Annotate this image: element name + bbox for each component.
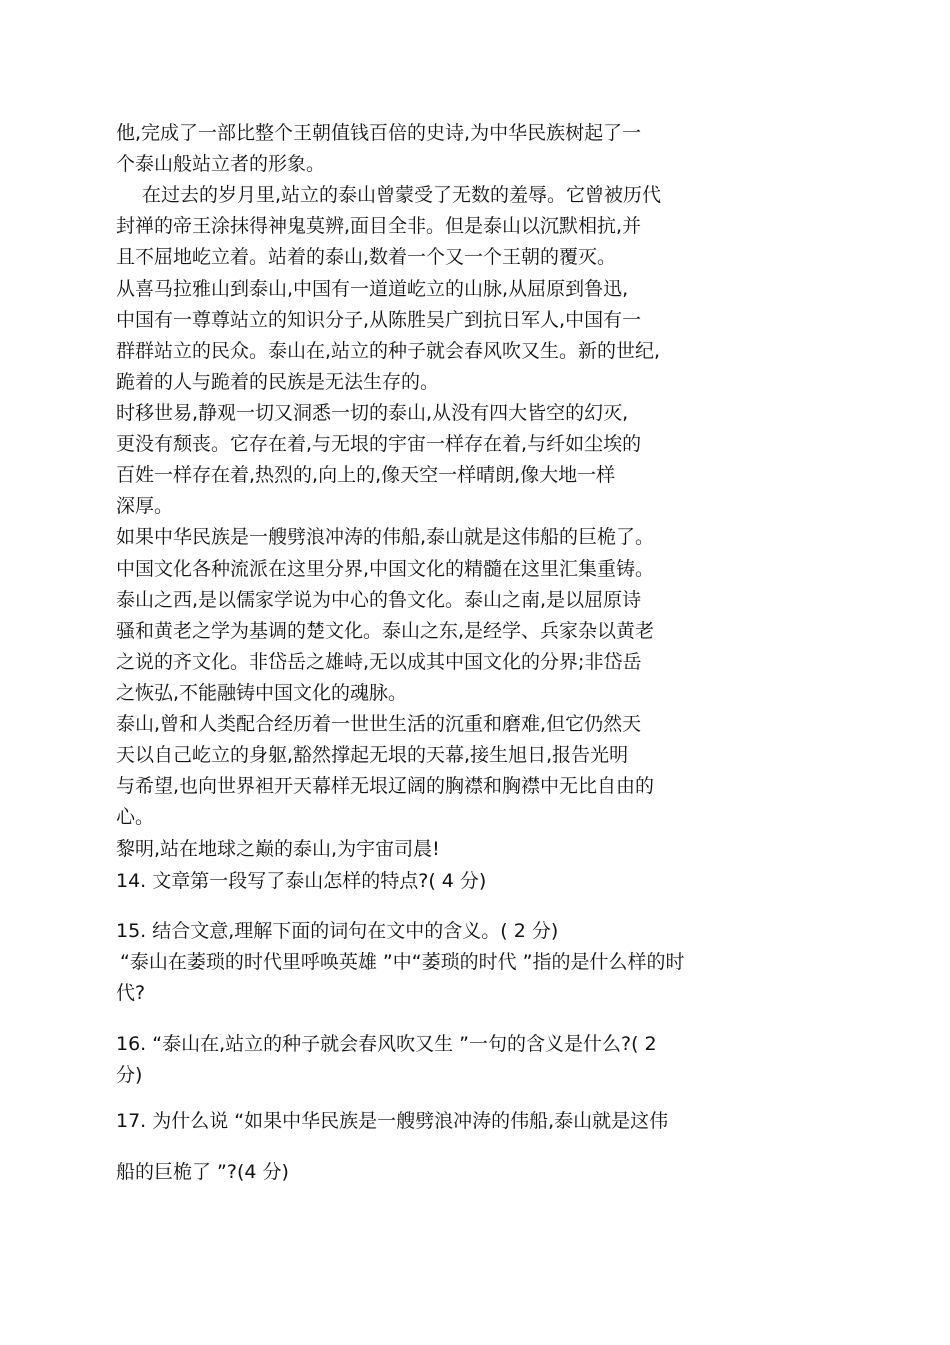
passage-line: 泰山,曾和人类配合经历着一世世生活的沉重和磨难,但它仍然天 xyxy=(116,713,642,735)
question-17-continued: 船的巨桅了 ”?(4 分) xyxy=(116,1161,289,1183)
question-15: 15. 结合文意,理解下面的词句在文中的含义。( 2 分) xyxy=(116,920,559,942)
question-14: 14. 文章第一段写了泰山怎样的特点?( 4 分) xyxy=(116,870,487,892)
passage-line: 封禅的帝王涂抹得神鬼莫辨,面目全非。但是泰山以沉默相抗,并 xyxy=(116,215,642,237)
passage-line: 百姓一样存在着,热烈的,向上的,像天空一样晴朗,像大地一样 xyxy=(116,464,616,486)
question-16-continued: 分) xyxy=(116,1064,143,1086)
passage-line: 跪着的人与跪着的民族是无法生存的。 xyxy=(116,371,440,393)
passage-line: 在过去的岁月里,站立的泰山曾蒙受了无数的羞辱。它曾被历代 xyxy=(142,184,662,206)
passage-line: 天以自己屹立的身躯,豁然撑起无垠的天幕,接生旭日,报告光明 xyxy=(116,744,629,766)
passage-line: 他,完成了一部比整个王朝值钱百倍的史诗,为中华民族树起了一 xyxy=(116,122,642,144)
passage-line: 个泰山般站立者的形象。 xyxy=(116,153,326,175)
passage-line: 从喜马拉雅山到泰山,中国有一道道屹立的山脉,从屈原到鲁迅, xyxy=(116,278,629,300)
passage-line: 深厚。 xyxy=(116,495,174,517)
passage-line: 之恢弘,不能融铸中国文化的魂脉。 xyxy=(116,682,408,704)
passage-line: 泰山之西,是以儒家学说为中心的鲁文化。泰山之南,是以屈原诗 xyxy=(116,589,642,611)
question-15-continued: 代? xyxy=(116,982,146,1004)
passage-line: 中国文化各种流派在这里分界,中国文化的精髓在这里汇集重铸。 xyxy=(116,558,655,580)
passage-line: 中国有一尊尊站立的知识分子,从陈胜吴广到抗日军人,中国有一 xyxy=(116,309,642,331)
question-17: 17. 为什么说 “如果中华民族是一艘劈浪冲涛的伟船,泰山就是这伟 xyxy=(116,1110,669,1132)
question-16: 16. “泰山在,站立的种子就会春风吹又生 ”一句的含义是什么?( 2 xyxy=(116,1033,657,1055)
passage-line: 且不屈地屹立着。站着的泰山,数着一个又一个王朝的覆灭。 xyxy=(116,246,617,268)
passage-line: 与希望,也向世界袒开天幕样无垠辽阔的胸襟和胸襟中无比自由的 xyxy=(116,775,655,797)
passage-line: 如果中华民族是一艘劈浪冲涛的伟船,泰山就是这伟船的巨桅了。 xyxy=(116,526,655,548)
question-15-quote: “泰山在萎琐的时代里呼唤英雄 ”中“萎琐的时代 ”指的是什么样的时 xyxy=(120,951,685,973)
passage-line: 黎明,站在地球之巅的泰山,为宇宙司晨! xyxy=(116,838,440,860)
passage-line: 骚和黄老之学为基调的楚文化。泰山之东,是经学、兵家杂以黄老 xyxy=(116,620,655,642)
passage-line: 群群站立的民众。泰山在,站立的种子就会春风吹又生。新的世纪, xyxy=(116,340,661,362)
passage-line: 之说的齐文化。非岱岳之雄峙,无以成其中国文化的分界;非岱岳 xyxy=(116,651,642,673)
passage-line: 更没有颓丧。它存在着,与无垠的宇宙一样存在着,与纤如尘埃的 xyxy=(116,433,642,455)
passage-line: 时移世易,静观一切又洞悉一切的泰山,从没有四大皆空的幻灭, xyxy=(116,402,629,424)
passage-line: 心。 xyxy=(116,806,155,828)
